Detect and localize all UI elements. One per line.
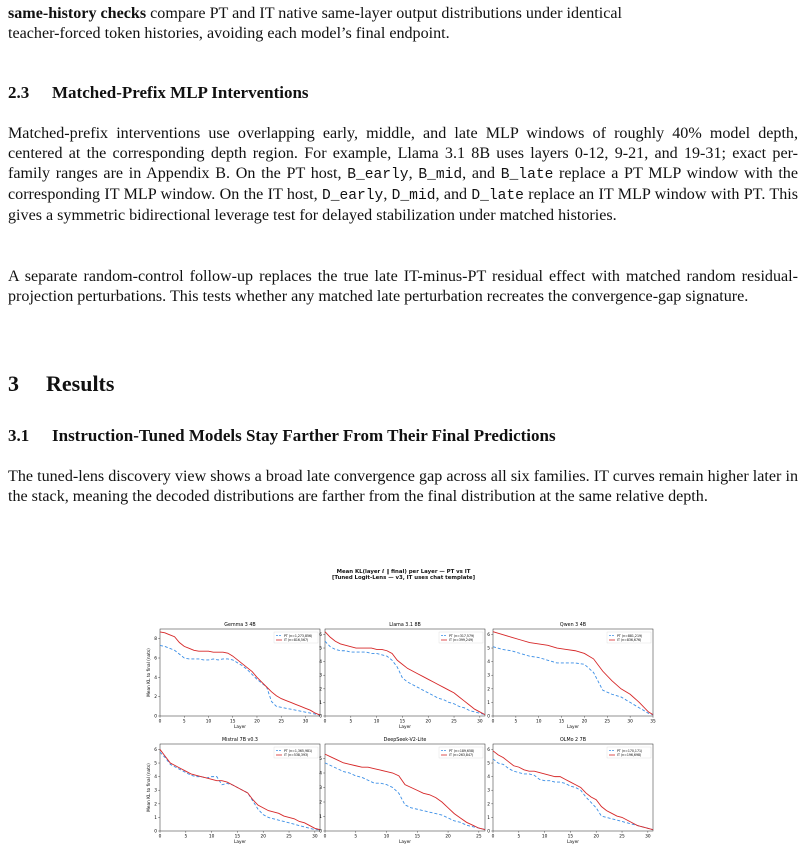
- y-tick-label: 6: [154, 747, 157, 753]
- y-axis-label: Mean KL to final (nats): [147, 648, 152, 697]
- x-tick-label: 0: [323, 719, 327, 725]
- series-line-pt: [493, 647, 653, 715]
- section-number: 2.3: [8, 83, 30, 102]
- code-b-early: B_early: [347, 167, 409, 183]
- y-tick-label: 0: [319, 829, 322, 835]
- x-axis-label: Layer: [399, 840, 411, 845]
- legend-entry: IT (n=836,676): [617, 638, 642, 643]
- y-tick-label: 4: [154, 675, 157, 681]
- x-tick-label: 5: [349, 719, 353, 725]
- y-tick-label: 1: [487, 700, 490, 706]
- y-tick-label: 0: [487, 714, 490, 720]
- series-line-it: [160, 749, 320, 829]
- x-tick-label: 10: [541, 834, 548, 840]
- series-line-it: [160, 632, 320, 715]
- section-number: 3.1: [8, 426, 30, 445]
- text-run: ,: [383, 186, 392, 203]
- y-tick-label: 2: [319, 687, 322, 693]
- x-tick-label: 0: [491, 834, 495, 840]
- y-tick-label: 2: [154, 695, 157, 701]
- text-run: , and: [435, 186, 472, 203]
- y-tick-label: 6: [319, 632, 322, 638]
- x-tick-label: 30: [627, 719, 633, 725]
- text-run: ,: [408, 165, 419, 182]
- x-tick-label: 0: [158, 719, 162, 725]
- code-b-late: B_late: [500, 167, 554, 183]
- x-tick-label: 20: [593, 834, 599, 840]
- x-tick-label: 0: [158, 834, 162, 840]
- x-tick-label: 25: [286, 834, 292, 840]
- y-tick-label: 5: [154, 761, 157, 767]
- x-tick-label: 25: [604, 719, 611, 725]
- x-tick-label: 20: [445, 834, 451, 840]
- x-tick-label: 15: [414, 834, 421, 840]
- y-tick-label: 0: [154, 714, 157, 720]
- text-run: Matched-prefix interventions use overlapping early, middle, and late MLP windows of roughly 40% model depth, centered at the corresponding depth region. For example, Llama 3.1 8B uses layers 0-12, 9-21, and 19-31; exact per-family ranges are in Appendix B. On the PT host,: [8, 125, 798, 182]
- x-tick-label: 5: [182, 719, 186, 725]
- x-axis-label: Layer: [567, 725, 579, 730]
- x-tick-label: 15: [229, 719, 236, 725]
- subplot-1: [319, 622, 485, 730]
- y-tick-label: 4: [154, 775, 157, 781]
- legend-entry: IT (n=196,698): [617, 753, 642, 758]
- y-tick-label: 5: [487, 646, 490, 652]
- y-tick-label: 3: [487, 788, 490, 794]
- code-d-late: D_late: [471, 188, 524, 204]
- text-run: replace an IT MLP window with PT. This gives a symmetric bidirectional leverage test for delayed stabilization under matched histories.: [8, 186, 798, 224]
- x-tick-label: 25: [619, 834, 625, 840]
- y-tick-label: 5: [319, 646, 322, 652]
- section-3-1-paragraph: The tuned-lens discovery view shows a broad late convergence gap across all six families. IT curves remain higher later in the stack, meaning the decoded distributions are farther from the final distribution at the same relative depth.: [8, 468, 798, 505]
- x-tick-label: 5: [184, 834, 188, 840]
- code-d-early: D_early: [322, 188, 384, 204]
- y-tick-label: 5: [319, 757, 322, 762]
- legend-entry: PT (n=189,658): [449, 748, 475, 753]
- subplot-title: DeepSeek-V2-Lite: [383, 738, 427, 743]
- x-tick-label: 10: [383, 834, 390, 840]
- subplot-5: [487, 737, 653, 845]
- y-tick-label: 2: [487, 687, 490, 693]
- y-tick-label: 3: [154, 788, 157, 794]
- y-tick-label: 0: [487, 829, 490, 835]
- x-tick-label: 20: [425, 719, 431, 725]
- y-tick-label: 3: [487, 673, 490, 679]
- legend-entry: IT (n=816,567): [284, 638, 309, 643]
- x-axis-label: Layer: [234, 840, 246, 845]
- figure-title-line2: [Tuned Logit-Lens — v3, IT uses chat template]: [331, 575, 476, 582]
- x-tick-label: 20: [254, 719, 260, 725]
- x-tick-label: 15: [567, 834, 574, 840]
- section-3-heading: [8, 371, 114, 397]
- x-tick-label: 30: [312, 834, 318, 840]
- intro-text: compare PT and IT native same-layer output distributions under identical: [146, 5, 622, 22]
- intro-paragraph: [8, 4, 798, 44]
- x-tick-label: 20: [581, 719, 588, 725]
- y-tick-label: 1: [154, 815, 157, 821]
- subplot-title: OLMo 2 7B: [560, 738, 586, 743]
- y-tick-label: 8: [154, 637, 157, 643]
- x-axis-label: Layer: [399, 725, 411, 730]
- x-tick-label: 20: [260, 834, 266, 840]
- section-title: Instruction-Tuned Models Stay Farther From Their Final Predictions: [52, 426, 556, 445]
- legend-entry: PT (n=881,219): [617, 633, 643, 638]
- y-tick-label: 4: [319, 771, 322, 777]
- y-tick-label: 3: [319, 786, 322, 791]
- series-line-pt: [325, 763, 485, 830]
- series-line-it: [325, 632, 485, 715]
- legend-entry: IT (n=399,249): [449, 638, 474, 643]
- x-tick-label: 0: [323, 834, 327, 840]
- x-tick-label: 10: [373, 719, 380, 725]
- series-line-pt: [325, 641, 485, 714]
- section-3-1-heading: [8, 426, 556, 446]
- section-number: 3: [8, 371, 19, 396]
- legend-entry: PT (n=1,273,856): [284, 633, 313, 638]
- x-tick-label: 25: [476, 834, 482, 840]
- y-axis-label: Mean KL to final (nats): [147, 763, 152, 812]
- y-tick-label: 6: [487, 747, 490, 753]
- y-tick-label: 0: [319, 714, 322, 720]
- x-tick-label: 5: [354, 834, 358, 840]
- y-tick-label: 6: [154, 656, 157, 662]
- y-tick-label: 2: [487, 802, 490, 808]
- subplot-0: [146, 622, 320, 730]
- x-tick-label: 30: [645, 834, 651, 840]
- series-line-pt: [160, 752, 320, 829]
- x-tick-label: 0: [491, 719, 495, 725]
- legend-entry: IT (n=538,393): [284, 753, 309, 758]
- y-tick-label: 3: [319, 673, 322, 679]
- subplot-3: [146, 737, 320, 845]
- series-line-it: [325, 754, 485, 829]
- y-tick-label: 2: [319, 800, 322, 806]
- x-tick-label: 30: [302, 719, 309, 725]
- subplot-2: [487, 622, 656, 730]
- y-tick-label: 0: [154, 829, 157, 835]
- y-tick-label: 6: [487, 632, 490, 638]
- subplot-title: Gemma 3 4B: [224, 623, 256, 628]
- legend-entry: PT (n=1,365,981): [284, 748, 313, 753]
- x-tick-label: 5: [517, 834, 521, 840]
- x-axis-label: Layer: [234, 725, 246, 730]
- x-tick-label: 30: [477, 719, 483, 725]
- y-tick-label: 1: [487, 815, 490, 821]
- series-line-it: [493, 632, 653, 715]
- x-tick-label: 35: [650, 719, 656, 725]
- text-run: , and: [462, 165, 501, 182]
- legend-entry: PT (n=170,171): [617, 748, 643, 753]
- x-tick-label: 25: [278, 719, 284, 725]
- x-tick-label: 10: [535, 719, 542, 725]
- kl-figure: [148, 566, 660, 854]
- section-2-3-heading: [8, 83, 309, 103]
- section-title: Results: [46, 371, 115, 396]
- y-tick-label: 1: [319, 700, 322, 706]
- section-2-3-paragraph-2: A separate random-control follow-up replaces the true late IT-minus-PT residual effect with matched random residual-projection perturbations. This tests whether any matched late perturbation recreates the convergence-gap signature.: [8, 268, 798, 305]
- x-tick-label: 10: [205, 719, 212, 725]
- y-tick-label: 4: [487, 775, 490, 781]
- legend-entry: IT (n=263,847): [449, 753, 474, 758]
- subplot-4: [319, 737, 485, 845]
- subplot-title: Mistral 7B v0.3: [222, 738, 258, 743]
- subplot-title: Llama 3.1 8B: [389, 623, 421, 628]
- subplot-title: Qwen 3 4B: [559, 623, 587, 628]
- x-tick-label: 5: [514, 719, 518, 725]
- x-tick-label: 15: [558, 719, 565, 725]
- code-b-mid: B_mid: [418, 167, 463, 183]
- text-run: replace a PT MLP window with the corresponding IT MLP window. On the IT host,: [8, 165, 799, 203]
- code-d-mid: D_mid: [391, 188, 436, 204]
- y-tick-label: 2: [154, 802, 157, 808]
- x-tick-label: 15: [234, 834, 241, 840]
- legend-entry: PT (n=317,579): [449, 633, 475, 638]
- intro-bold: same-history checks: [8, 5, 147, 22]
- series-line-pt: [493, 759, 653, 830]
- x-tick-label: 10: [208, 834, 215, 840]
- x-axis-label: Layer: [567, 840, 579, 845]
- y-tick-label: 4: [319, 660, 322, 666]
- section-2-3-paragraph-1: [8, 124, 798, 226]
- y-tick-label: 5: [487, 761, 490, 767]
- x-tick-label: 25: [451, 719, 457, 725]
- figure-title-line1: Mean KL(layer ℓ ‖ final) per Layer — PT vs IT: [336, 569, 471, 575]
- section-title: Matched-Prefix MLP Interventions: [52, 83, 309, 102]
- y-tick-label: 4: [487, 660, 490, 666]
- y-tick-label: 1: [319, 815, 322, 820]
- x-tick-label: 15: [399, 719, 406, 725]
- intro-text-line2: teacher-forced token histories, avoiding each model’s final endpoint.: [8, 25, 450, 42]
